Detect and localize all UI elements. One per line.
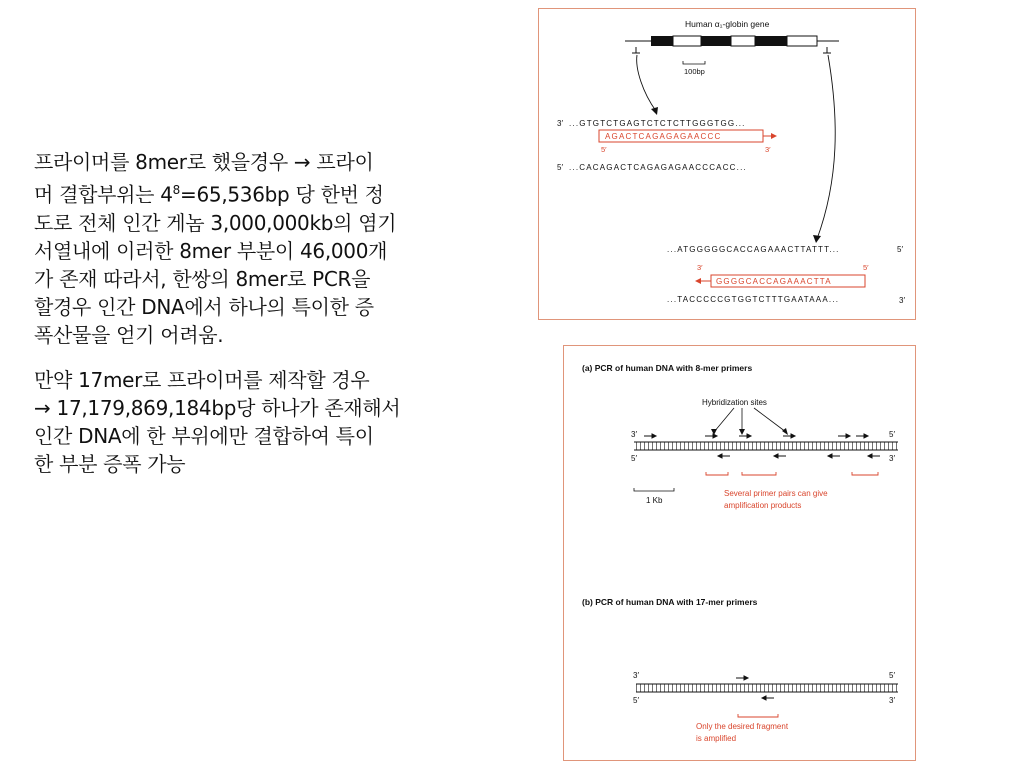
product-brackets <box>706 472 878 475</box>
product-bracket <box>738 714 778 717</box>
arrow-head <box>695 278 701 284</box>
exon-block <box>651 36 673 46</box>
scale-label: 100bp <box>684 67 705 76</box>
dna-duplex-b <box>636 684 898 692</box>
intron-block <box>731 36 755 46</box>
strand-end-label: 3′ <box>633 671 639 680</box>
primer-3-label: 3′ <box>697 263 703 272</box>
pcr-primer-length-diagram <box>564 346 915 760</box>
strand-end-label: 5′ <box>889 430 895 439</box>
pointer-line <box>714 408 734 432</box>
panel-b-note: is amplified <box>696 734 737 743</box>
pointer-line <box>754 408 786 432</box>
strand-end-label: 5′ <box>631 454 637 463</box>
panel-b-title: (b) PCR of human DNA with 17-mer primers <box>582 597 758 607</box>
primer-site-mark <box>632 47 640 53</box>
panel-a-note: amplification products <box>724 501 802 510</box>
strand-end-label: 3′ <box>631 430 637 439</box>
text-line: 서열내에 이러한 8mer 부분이 46,000개 <box>34 238 388 263</box>
globin-primer-diagram <box>539 9 915 319</box>
explanation-paragraph-8mer <box>34 148 448 349</box>
text-line <box>34 176 448 209</box>
arrow-head <box>813 235 821 243</box>
pcr-primer-length-figure <box>563 345 916 761</box>
strand-end-label: 3′ <box>557 119 563 128</box>
strand-end-label: 5′ <box>633 696 639 705</box>
text-line: 가 존재 따라서, 한쌍의 8mer로 PCR을 <box>34 266 371 291</box>
strand-end-label: 3′ <box>899 296 905 305</box>
arrow-head <box>771 133 777 139</box>
intron-block <box>673 36 701 46</box>
gene-label: Human α₁-globin gene <box>685 19 770 29</box>
panel-a-note: Several primer pairs can give <box>724 489 828 498</box>
text-line: 프라이머를 8mer로 했을경우 → 프라이 <box>34 150 374 174</box>
primer-5-label: 5′ <box>601 145 607 154</box>
text-line: 도로 전체 인간 게놈 3,000,000kb의 염기 <box>34 210 397 235</box>
primer-3-label: 3′ <box>765 145 771 154</box>
text-line: 할경우 인간 DNA에서 하나의 특이한 증 <box>34 294 374 319</box>
strand-end-label: 3′ <box>889 696 895 705</box>
text-line: 인간 DNA에 한 부위에만 결합하여 특이 <box>34 424 374 448</box>
panel-b-note: Only the desired fragment <box>696 722 789 731</box>
text-segment: =65,536bp 당 한번 정 <box>180 182 384 207</box>
text-line: 만약 17mer로 프라이머를 제작할 경우 <box>34 368 370 392</box>
bottom-strand-sequence: ...TACCCCCGTGGTCTTTGAATAAA... <box>667 295 840 304</box>
primer-site-mark <box>823 47 831 53</box>
arrow-head <box>782 428 788 435</box>
text-line: → 17,179,869,184bp당 하나가 존재해서 <box>34 396 401 420</box>
top-strand-sequence: ...GTGTCTGAGTCTCTCTTGGGTGG... <box>569 119 746 128</box>
primer-arrows-reverse <box>718 454 880 458</box>
hybridization-sites-label: Hybridization sites <box>702 398 767 407</box>
primer-sequence: GGGGCACCAGAAACTTA <box>716 277 832 286</box>
strand-end-label: 5′ <box>897 245 903 254</box>
exon-block <box>701 36 731 46</box>
strand-end-label: 5′ <box>557 163 563 172</box>
scale-bar <box>683 61 705 64</box>
strand-end-label: 5′ <box>889 671 895 680</box>
top-strand-sequence: ...ATGGGGGCACCAGAAACTTATTT... <box>667 245 840 254</box>
arrow-head <box>651 107 658 115</box>
dna-duplex-a <box>634 442 898 450</box>
strand-end-label: 3′ <box>889 454 895 463</box>
exon-block <box>755 36 787 46</box>
scale-bar <box>634 488 674 491</box>
intron-block <box>787 36 817 46</box>
text-segment: 머 결합부위는 4 <box>34 182 173 207</box>
bottom-strand-sequence: ...CACAGACTCAGAGAGAACCCACC... <box>569 163 747 172</box>
arrow-head <box>739 429 745 435</box>
primer-5-label: 5′ <box>863 263 869 272</box>
primer-sequence: AGACTCAGAGAGAACCC <box>605 132 722 141</box>
site-arrow <box>637 55 656 111</box>
explanation-paragraph-17mer <box>34 366 448 478</box>
primer-arrows-forward <box>644 434 868 438</box>
text-line: 폭산물을 얻기 어려움. <box>34 322 224 347</box>
site-arrow <box>817 55 835 239</box>
panel-a-title: (a) PCR of human DNA with 8-mer primers <box>582 363 753 373</box>
scale-label: 1 Kb <box>646 496 663 505</box>
superscript-exponent: 8 <box>172 183 181 197</box>
globin-primer-figure <box>538 8 916 320</box>
text-line: 한 부분 증폭 가능 <box>34 452 186 476</box>
